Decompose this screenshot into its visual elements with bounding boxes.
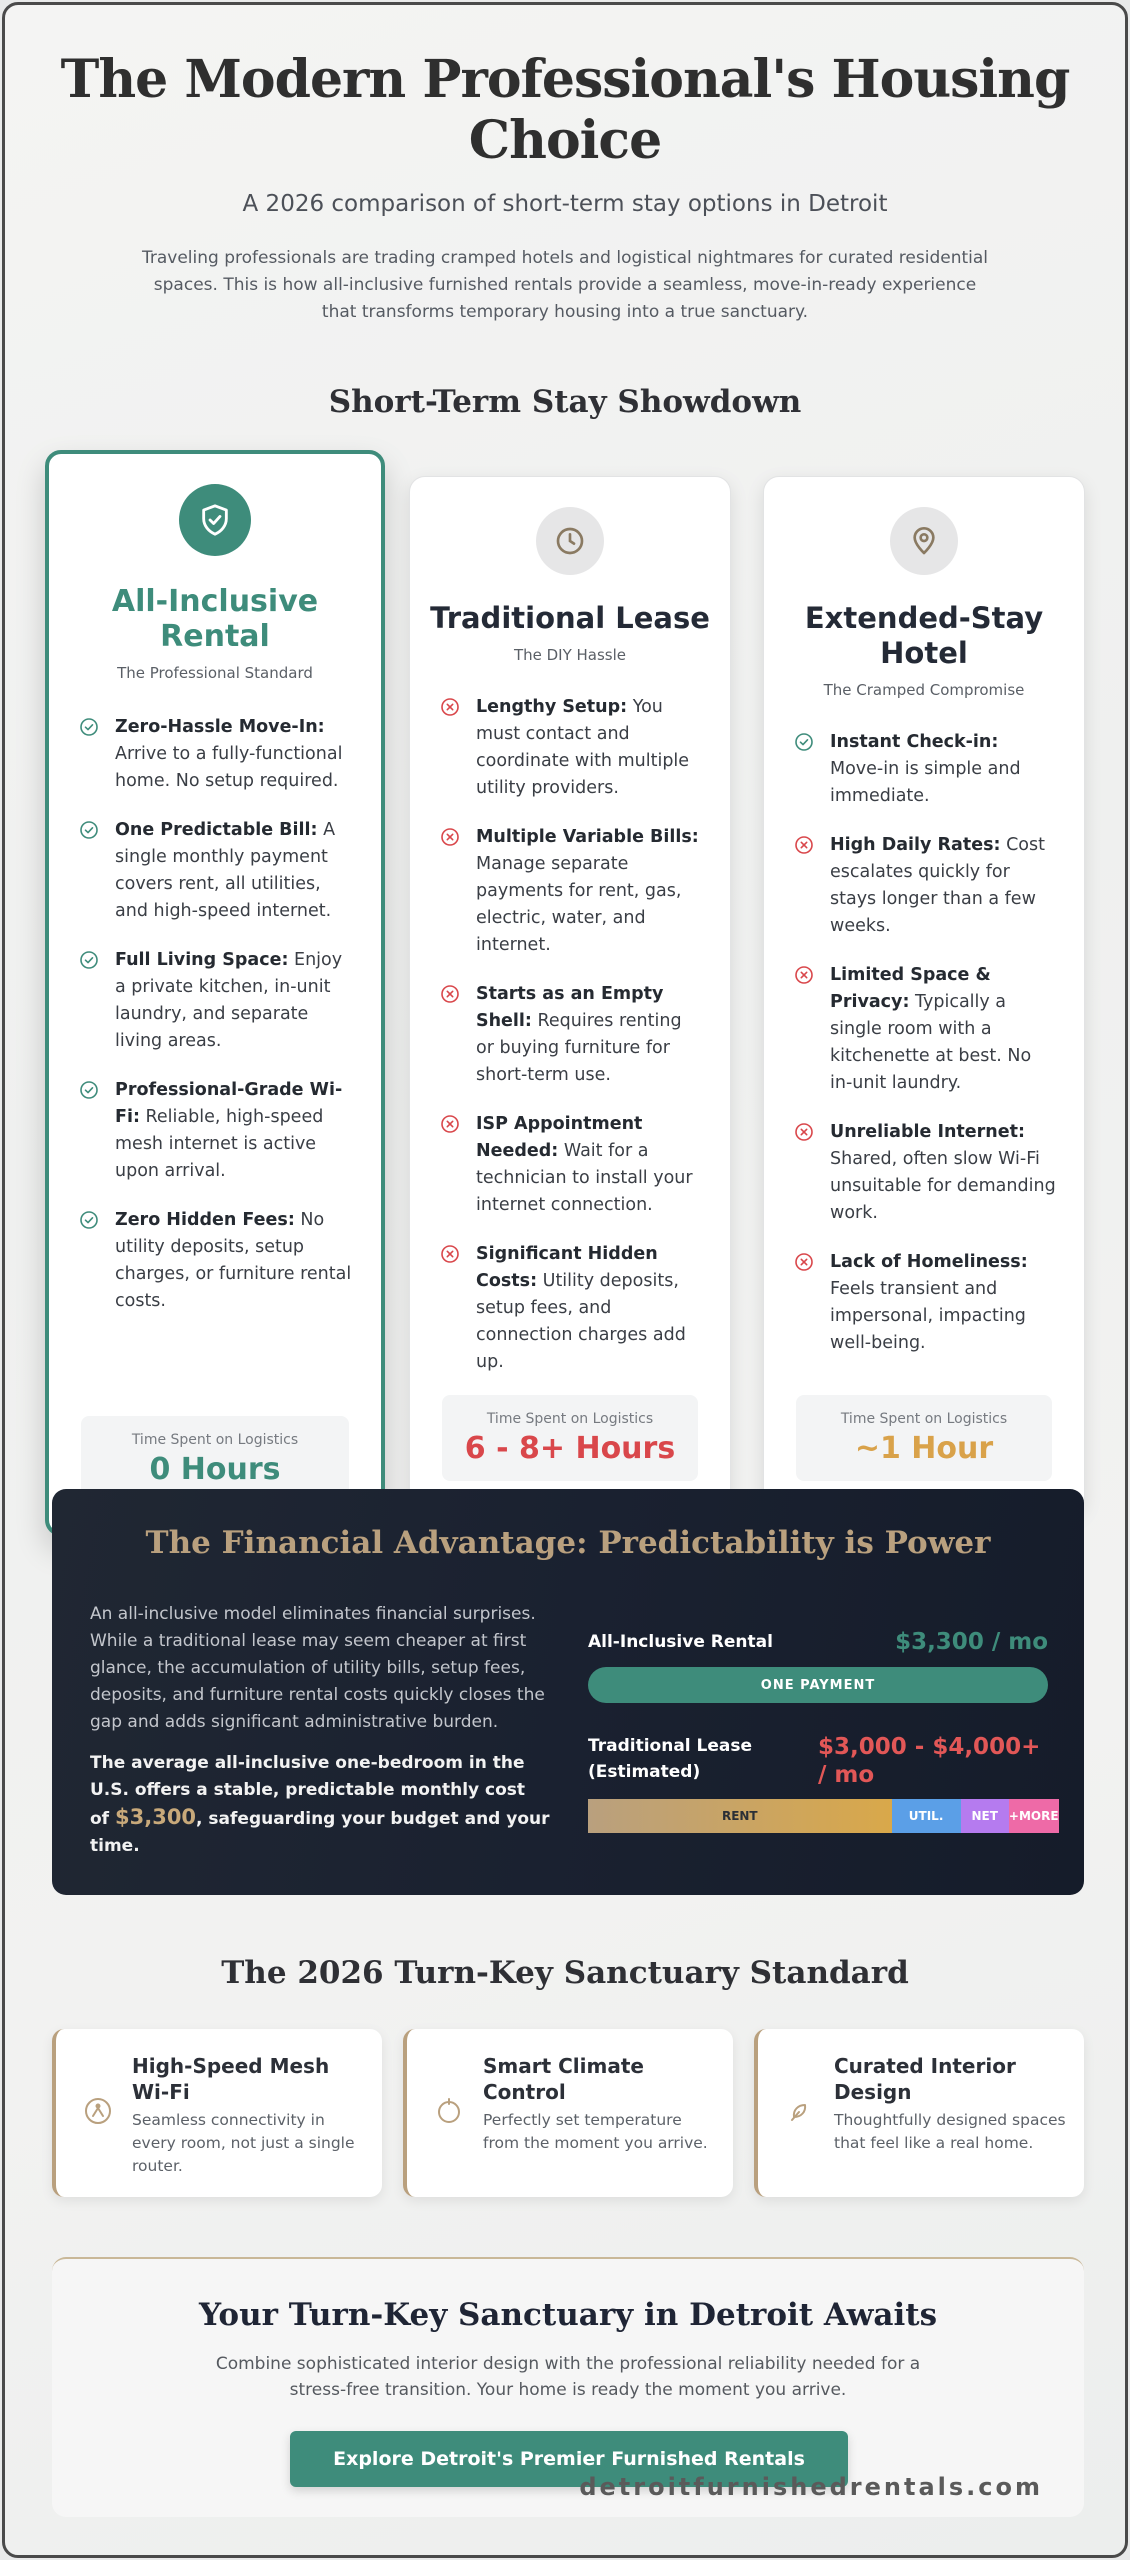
feature-desc: Typically a single room with a kitchenette at best. No in-unit laundry. bbox=[830, 992, 1032, 1093]
logistics-box bbox=[442, 1395, 698, 1481]
all-inclusive-row bbox=[588, 1629, 1048, 1703]
feature-text bbox=[830, 962, 1056, 1097]
explore-rentals-button[interactable]: Explore Detroit's Premier Furnished Rentals bbox=[290, 2431, 848, 2487]
highlight-value: $3,300 bbox=[115, 1805, 197, 1829]
feature-desc: You must contact and coordinate with multiple utility providers. bbox=[476, 697, 690, 798]
feature-desc: Requires renting or buying furniture for short-term use. bbox=[476, 1011, 682, 1085]
feature-title: Starts as an Empty Shell: bbox=[476, 984, 664, 1031]
map-pin-icon bbox=[890, 507, 958, 575]
card-traditional-lease bbox=[409, 476, 731, 1512]
check-circle-icon bbox=[794, 732, 814, 752]
check-circle-icon bbox=[79, 820, 99, 840]
standard-card-title: Curated Interior Design bbox=[834, 2054, 1016, 2104]
feature-text bbox=[476, 824, 702, 959]
shield-check-icon bbox=[179, 484, 251, 556]
feature-item bbox=[794, 1249, 1056, 1357]
cta-text: Combine sophisticated interior design with the professional reliability needed for a stress-free transition. Your home is ready the moment you arrive. bbox=[215, 2354, 921, 2400]
highlight-before: The average all-inclusive one-bedroom in the U.S. offers a stable, predictable monthly cost of bbox=[90, 1753, 526, 1829]
feature-title: Multiple Variable Bills: bbox=[476, 827, 699, 847]
feature-desc: Enjoy a private kitchen, in-unit laundry, and separate living areas. bbox=[115, 950, 343, 1051]
standard-card-desc: Thoughtfully designed spaces that feel like a real home. bbox=[834, 2111, 1066, 2152]
feature-item bbox=[79, 817, 353, 925]
one-payment-bar: ONE PAYMENT bbox=[588, 1667, 1048, 1703]
feature-title: Professional-Grade Wi-Fi: bbox=[115, 1080, 343, 1127]
x-circle-icon bbox=[794, 965, 814, 985]
feature-list bbox=[79, 714, 353, 1315]
feature-desc: Arrive to a fully-functional home. No setup required. bbox=[115, 744, 343, 791]
feature-title: Unreliable Internet: bbox=[830, 1122, 1025, 1142]
page-frame bbox=[2, 2, 1128, 2558]
feature-desc: A single monthly payment covers rent, all utilities, and high-speed internet. bbox=[115, 820, 336, 921]
feature-item bbox=[79, 1207, 353, 1315]
thermostat-icon bbox=[433, 2095, 465, 2127]
x-circle-icon bbox=[440, 697, 460, 717]
feature-desc: Move-in is simple and immediate. bbox=[830, 759, 1021, 806]
all-inclusive-price: $3,300 / mo bbox=[895, 1629, 1048, 1655]
logistics-label: Time Spent on Logistics bbox=[131, 1432, 299, 1448]
standard-cards bbox=[52, 2029, 1084, 2199]
check-circle-icon bbox=[79, 950, 99, 970]
standard-card-text bbox=[834, 2053, 1070, 2155]
check-circle-icon bbox=[79, 1210, 99, 1230]
feature-text bbox=[830, 1249, 1056, 1357]
feature-desc: Shared, often slow Wi-Fi unsuitable for demanding work. bbox=[830, 1149, 1056, 1223]
standard-card-text bbox=[132, 2053, 368, 2178]
logistics-label: Time Spent on Logistics bbox=[840, 1411, 1008, 1427]
check-circle-icon bbox=[79, 1080, 99, 1100]
feature-item bbox=[440, 1111, 702, 1219]
feature-title: ISP Appointment Needed: bbox=[476, 1114, 643, 1161]
cost-comparison bbox=[588, 1629, 1059, 1833]
feature-title: Lack of Homeliness: bbox=[830, 1252, 1028, 1272]
feature-title: Zero Hidden Fees: bbox=[115, 1210, 295, 1230]
page-subtitle: A 2026 comparison of short-term stay options in Detroit bbox=[242, 191, 888, 217]
traditional-label: Traditional Lease (Estimated) bbox=[588, 1736, 753, 1782]
feature-item bbox=[794, 729, 1056, 810]
feature-item bbox=[440, 981, 702, 1089]
check-circle-icon bbox=[79, 717, 99, 737]
card-title: Traditional Lease bbox=[430, 601, 710, 635]
x-circle-icon bbox=[794, 835, 814, 855]
standard-card-title: Smart Climate Control bbox=[483, 2054, 644, 2104]
x-circle-icon bbox=[794, 1252, 814, 1272]
standard-card-text bbox=[483, 2053, 719, 2155]
feature-text bbox=[476, 1241, 702, 1376]
finance-title: The Financial Advantage: Predictability is Power bbox=[145, 1525, 991, 1561]
feature-desc: Feels transient and impersonal, impacting well-being. bbox=[830, 1279, 1026, 1353]
feature-text bbox=[115, 817, 353, 925]
feature-item bbox=[440, 824, 702, 959]
standard-card-design bbox=[754, 2029, 1084, 2197]
card-extended-stay-hotel bbox=[763, 476, 1085, 1512]
hero bbox=[5, 5, 1125, 326]
cta-title: Your Turn-Key Sanctuary in Detroit Awaits bbox=[198, 2297, 938, 2333]
feature-text bbox=[476, 1111, 702, 1219]
feature-text bbox=[115, 1207, 353, 1315]
logistics-value: 0 Hours bbox=[149, 1452, 281, 1487]
card-subtitle: The DIY Hassle bbox=[513, 646, 627, 664]
comparison-cards bbox=[5, 420, 1125, 1540]
card-subtitle: The Cramped Compromise bbox=[823, 681, 1025, 699]
feature-text bbox=[476, 694, 702, 802]
feature-item bbox=[440, 1241, 702, 1376]
feature-desc: Reliable, high-speed mesh internet is active upon arrival. bbox=[115, 1107, 324, 1181]
feature-title: Zero-Hassle Move-In: bbox=[115, 717, 325, 737]
logistics-box bbox=[796, 1395, 1052, 1481]
x-circle-icon bbox=[440, 984, 460, 1004]
feature-text bbox=[830, 832, 1056, 940]
clock-icon bbox=[536, 507, 604, 575]
all-inclusive-label: All-Inclusive Rental bbox=[588, 1632, 773, 1652]
feature-desc: Wait for a technician to install your internet connection. bbox=[476, 1141, 693, 1215]
standard-title: The 2026 Turn-Key Sanctuary Standard bbox=[221, 1955, 909, 1991]
x-circle-icon bbox=[440, 1244, 460, 1264]
finance-highlight bbox=[90, 1750, 550, 1860]
card-title: Extended-Stay Hotel bbox=[804, 601, 1044, 670]
showdown-title: Short-Term Stay Showdown bbox=[328, 384, 802, 420]
feature-title: Full Living Space: bbox=[115, 950, 289, 970]
standard-card-desc: Perfectly set temperature from the moment you arrive. bbox=[483, 2111, 708, 2152]
leaf-icon bbox=[784, 2095, 816, 2127]
standard-card-climate bbox=[403, 2029, 733, 2197]
highlight-after: , safeguarding your budget and your time. bbox=[90, 1809, 550, 1856]
feature-list bbox=[440, 694, 702, 1376]
feature-desc: Cost escalates quickly for stays longer than a few weeks. bbox=[830, 835, 1045, 936]
feature-item bbox=[79, 1077, 353, 1185]
feature-item bbox=[440, 694, 702, 802]
cost-breakdown-bar bbox=[588, 1799, 1059, 1833]
cost-segment: +MORE bbox=[1009, 1799, 1059, 1833]
finance-paragraph: An all-inclusive model eliminates financial surprises. While a traditional lease may seem cheaper at first glance, the accumulation of utility bills, setup fees, deposits, and furniture rental costs quickly closes the gap and adds significant administrative burden. bbox=[90, 1604, 545, 1732]
feature-text bbox=[115, 947, 353, 1055]
standard-card-title: High-Speed Mesh Wi-Fi bbox=[132, 2054, 330, 2104]
site-domain: detroitfurnishedrentals.com bbox=[579, 2473, 1043, 2501]
page-title: The Modern Professional's Housing Choice bbox=[60, 49, 1070, 171]
feature-desc: No utility deposits, setup charges, or furniture rental costs. bbox=[115, 1210, 352, 1311]
feature-text bbox=[476, 981, 702, 1089]
feature-text bbox=[115, 714, 353, 795]
financial-advantage-panel bbox=[52, 1489, 1084, 1895]
finance-text bbox=[90, 1601, 550, 1860]
feature-list bbox=[794, 729, 1056, 1357]
feature-desc: Manage separate payments for rent, gas, electric, water, and internet. bbox=[476, 854, 682, 955]
cost-segment: RENT bbox=[588, 1799, 892, 1833]
feature-title: High Daily Rates: bbox=[830, 835, 1001, 855]
traditional-price: $3,000 - $4,000+ / mo bbox=[818, 1734, 1041, 1788]
x-circle-icon bbox=[794, 1122, 814, 1142]
intro-text: Traveling professionals are trading cramped hotels and logistical nightmares for curated residential spaces. This is how all-inclusive furnished rentals provide a seamless, move-in-ready experience that transforms temporary housing into a true sanctuary. bbox=[141, 248, 989, 322]
cost-segment: UTIL. bbox=[892, 1799, 961, 1833]
feature-text bbox=[830, 729, 1056, 810]
standard-card-wifi bbox=[52, 2029, 382, 2197]
card-title: All-Inclusive Rental bbox=[111, 584, 319, 654]
feature-title: Significant Hidden Costs: bbox=[476, 1244, 658, 1291]
x-circle-icon bbox=[440, 1114, 460, 1134]
feature-desc: Utility deposits, setup fees, and connection charges add up. bbox=[476, 1271, 686, 1372]
logistics-value: 6 - 8+ Hours bbox=[464, 1431, 676, 1466]
card-subtitle: The Professional Standard bbox=[117, 664, 313, 682]
feature-item bbox=[79, 714, 353, 795]
feature-text bbox=[115, 1077, 353, 1185]
feature-title: Limited Space & Privacy: bbox=[830, 965, 991, 1012]
feature-item bbox=[79, 947, 353, 1055]
feature-text bbox=[830, 1119, 1056, 1227]
feature-title: Lengthy Setup: bbox=[476, 697, 628, 717]
wifi-icon bbox=[82, 2095, 114, 2127]
feature-title: One Predictable Bill: bbox=[115, 820, 318, 840]
feature-title: Instant Check-in: bbox=[830, 732, 999, 752]
cost-segment: NET bbox=[961, 1799, 1009, 1833]
x-circle-icon bbox=[440, 827, 460, 847]
feature-item bbox=[794, 1119, 1056, 1227]
logistics-label: Time Spent on Logistics bbox=[486, 1411, 654, 1427]
feature-item bbox=[794, 962, 1056, 1097]
standard-card-desc: Seamless connectivity in every room, not just a single router. bbox=[132, 2111, 355, 2175]
traditional-row bbox=[588, 1733, 1059, 1833]
card-all-inclusive bbox=[45, 450, 385, 1536]
feature-item bbox=[794, 832, 1056, 940]
logistics-value: ~1 Hour bbox=[854, 1431, 994, 1466]
